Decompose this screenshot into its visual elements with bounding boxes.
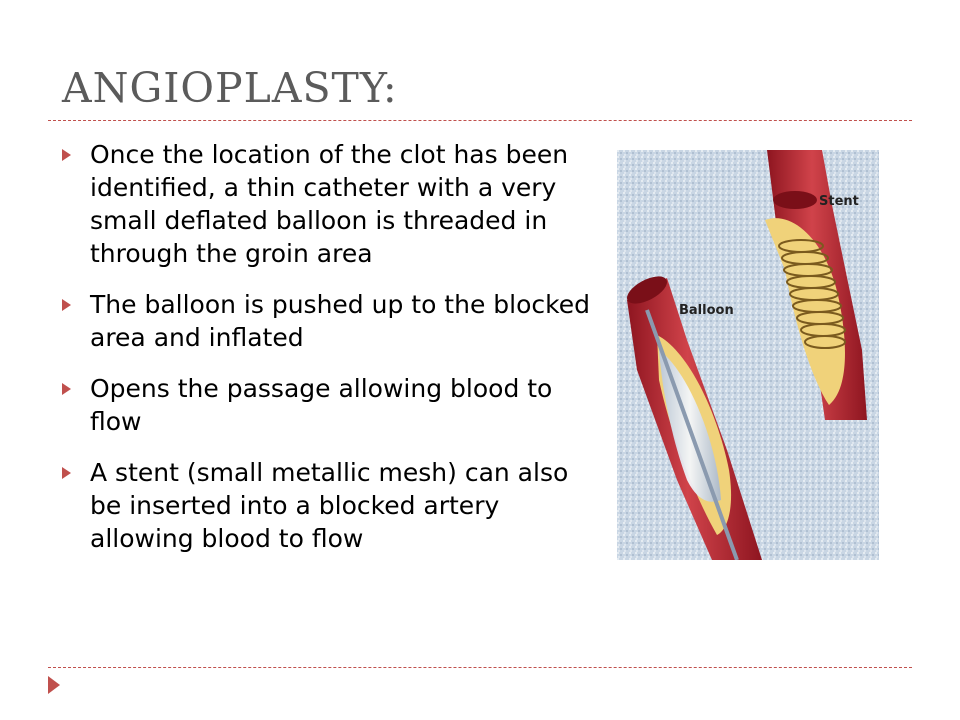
footer-arrow-icon — [48, 676, 60, 694]
balloon-label: Balloon — [679, 303, 734, 318]
title-divider — [48, 120, 912, 121]
bullet-text: The balloon is pushed up to the blocked area and inflated — [90, 290, 590, 352]
artery-diagram — [617, 150, 879, 560]
bullet-item — [62, 138, 602, 270]
bullet-list — [62, 138, 602, 573]
bullet-arrow-icon — [62, 149, 71, 161]
angioplasty-illustration — [617, 150, 879, 560]
bullet-arrow-icon — [62, 467, 71, 479]
stent-label: Stent — [819, 194, 859, 209]
bullet-text: Once the location of the clot has been identified, a thin catheter with a very small deflated balloon is threaded in through the groin area — [90, 140, 569, 268]
bullet-item — [62, 456, 602, 555]
bullet-item — [62, 288, 602, 354]
footer-divider — [48, 667, 912, 668]
bullet-arrow-icon — [62, 299, 71, 311]
bullet-arrow-icon — [62, 383, 71, 395]
bullet-item — [62, 372, 602, 438]
bullet-text: A stent (small metallic mesh) can also be inserted into a blocked artery allowing blood to flow — [90, 458, 569, 553]
slide-title: ANGIOPLASTY: — [62, 64, 398, 112]
bullet-text: Opens the passage allowing blood to flow — [90, 374, 553, 436]
